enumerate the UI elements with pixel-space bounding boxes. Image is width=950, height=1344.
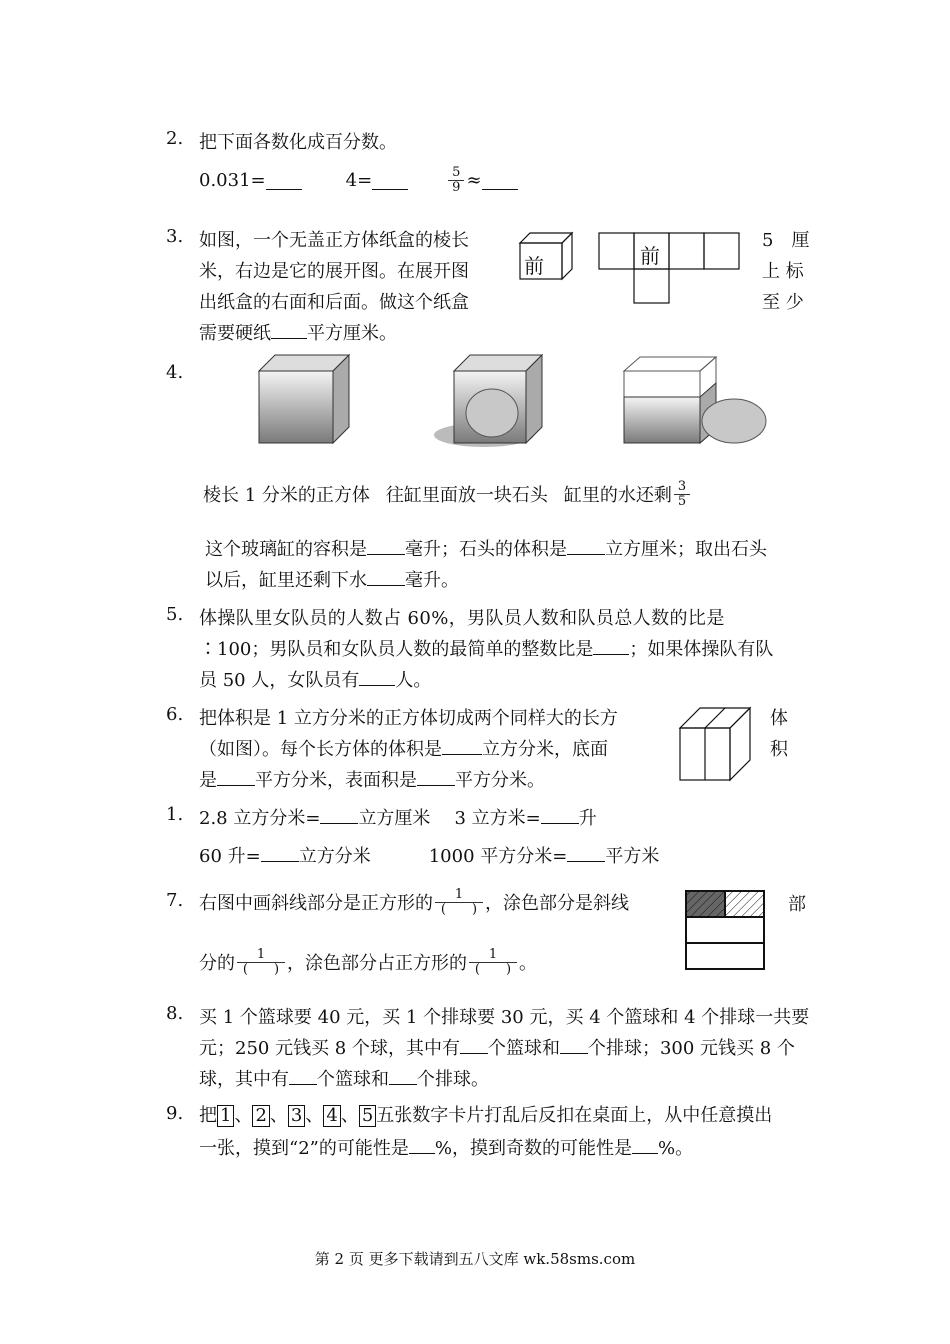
q5-line1: 体操队里女队员的人数占 60%，男队员人数和队员总人数的比是 <box>199 608 725 629</box>
card-2: 2 <box>252 1105 269 1127</box>
q4-blank-1[interactable] <box>367 536 405 555</box>
q3-line3: 出纸盒的右面和后面。做这个纸盒 <box>199 292 469 313</box>
q4-caption-3: 缸里的水还剩 <box>563 485 672 506</box>
q1-blank-3[interactable] <box>261 843 299 862</box>
q5-blank-1[interactable] <box>593 636 629 655</box>
q3-tail3: 至 少 <box>762 292 804 313</box>
q8-blank-1[interactable] <box>460 1035 488 1054</box>
q9-line1: 把 1 、 2 、 3 、 4 、 5 五张数字卡片打乱后反扣在桌面上，从中任意摸出 <box>199 1105 773 1126</box>
q4-caption-1: 棱长 1 分米的正方体 <box>203 485 370 506</box>
q8-blank-2[interactable] <box>560 1035 588 1054</box>
q3-net-figure <box>598 232 740 304</box>
q7-line1: 右图中画斜线部分是正方形的 $\frac{1}{( )}$ ，涂色部分是斜线 <box>199 886 629 917</box>
q9-blank-2[interactable] <box>632 1135 658 1154</box>
q1-blank-1[interactable] <box>320 805 358 824</box>
q4-number: 4. <box>166 362 184 383</box>
q7-line2: 分的 $\frac{1}{( )}$ ，涂色部分占正方形的 $\frac{1}{( )}$ 。 <box>199 946 537 977</box>
q2-b-label: 4= <box>345 169 373 191</box>
q3-blank[interactable] <box>271 320 307 339</box>
q1-line1: 2.8 立方分米= 立方厘米 3 立方米= 升 <box>199 804 597 830</box>
q6-tail2: 积 <box>770 739 788 760</box>
q6-blank-3[interactable] <box>417 767 455 786</box>
q1-line2: 60 升= 立方分米 1000 平方分米= 平方米 <box>199 842 659 868</box>
q8-line2: 元；250 元钱买 8 个球，其中有 个篮球和 个排球；300 元钱买 8 个 <box>199 1034 795 1060</box>
q1-blank-2[interactable] <box>541 805 579 824</box>
q7-tail: 部 <box>788 894 806 915</box>
page-footer: 第 2 页 更多下载请到五八文库 wk.58sms.com <box>314 1250 636 1268</box>
q4-blank-3[interactable] <box>367 567 405 586</box>
q7-square-figure <box>684 889 766 971</box>
q4-caption-2: 往缸里面放一块石头 <box>385 485 548 506</box>
q8-blank-3[interactable] <box>289 1066 317 1085</box>
q4-blank-2[interactable] <box>567 536 605 555</box>
q6-line1: 把体积是 1 立方分米的正方体切成两个同样大的长方 <box>199 708 618 729</box>
q3-line4: 需要硬纸 平方厘米。 <box>199 319 397 345</box>
q2-approx: ≈ <box>466 169 482 191</box>
q7-number: 7. <box>166 890 184 911</box>
q4-tank-full <box>257 353 351 445</box>
q3-line1: 如图，一个无盖正方体纸盒的棱长 <box>199 230 469 251</box>
q3-tail2: 上 标 <box>762 261 804 282</box>
q2-fraction: $\frac{5}{9}$ <box>448 166 464 195</box>
q6-cube-split-figure <box>678 706 752 782</box>
q9-line2: 一张，摸到“2”的可能性是 %，摸到奇数的可能性是 %。 <box>199 1134 693 1160</box>
q4-captions <box>203 474 692 514</box>
q2-prompt: 把下面各数化成百分数。 <box>199 132 397 153</box>
q7-fraction-2: $\frac{1}{( )}$ <box>237 948 285 977</box>
q3-net-label: 前 <box>640 244 660 268</box>
q2-b-blank[interactable] <box>372 171 408 190</box>
q2-c-blank[interactable] <box>482 171 518 190</box>
q5-number: 5. <box>166 604 184 625</box>
q6-number: 6. <box>166 704 184 725</box>
q7-fraction-1: $\frac{1}{( )}$ <box>435 888 483 917</box>
q2-a-blank[interactable] <box>266 171 302 190</box>
q2-number: 2. <box>166 128 184 149</box>
q1-number: 1. <box>166 804 184 825</box>
q5-blank-2[interactable] <box>359 667 395 686</box>
q3-line2: 米，右边是它的展开图。在展开图 <box>199 261 469 282</box>
q5-line3: 员 50 人，女队员有 人。 <box>199 666 431 692</box>
q2-a-label: 0.031= <box>199 169 266 191</box>
q8-number: 8. <box>166 1003 184 1024</box>
q8-line3: 球，其中有 个篮球和 个排球。 <box>199 1065 489 1091</box>
card-4: 4 <box>323 1105 340 1127</box>
q4-tank-stone-out <box>622 355 768 447</box>
q2-answers <box>199 160 518 200</box>
q4-fraction: $\frac{3}{5}$ <box>674 480 690 509</box>
q6-blank-2[interactable] <box>217 767 255 786</box>
q6-line3: 是 平方分米，表面积是 平方分米。 <box>199 766 545 792</box>
q3-tail1: 5 厘 <box>762 230 810 251</box>
q3-number: 3. <box>166 226 184 247</box>
card-5: 5 <box>359 1105 376 1127</box>
q6-blank-1[interactable] <box>442 736 482 755</box>
q6-tail1: 体 <box>770 708 788 729</box>
q8-blank-4[interactable] <box>389 1066 417 1085</box>
q7-fraction-3: $\frac{1}{( )}$ <box>469 948 517 977</box>
q8-line1: 买 1 个篮球要 40 元，买 1 个排球要 30 元，买 4 个篮球和 4 个排球一共要 <box>199 1007 810 1028</box>
card-1: 1 <box>217 1105 234 1127</box>
q4-line1: 这个玻璃缸的容积是 毫升；石头的体积是 立方厘米；取出石头 <box>205 535 767 561</box>
card-3: 3 <box>288 1105 305 1127</box>
q3-cube-label: 前 <box>524 254 544 278</box>
q6-line2: （如图）。每个长方体的体积是 立方分米，底面 <box>199 735 608 761</box>
q1-blank-4[interactable] <box>567 843 605 862</box>
q4-line2: 以后，缸里还剩下水 毫升。 <box>205 566 459 592</box>
q5-line2: ∶100；男队员和女队员人数的最简单的整数比是 ；如果体操队有队 <box>199 635 773 661</box>
q4-tank-with-stone <box>432 353 556 453</box>
q9-number: 9. <box>166 1103 184 1124</box>
q9-blank-1[interactable] <box>409 1135 435 1154</box>
